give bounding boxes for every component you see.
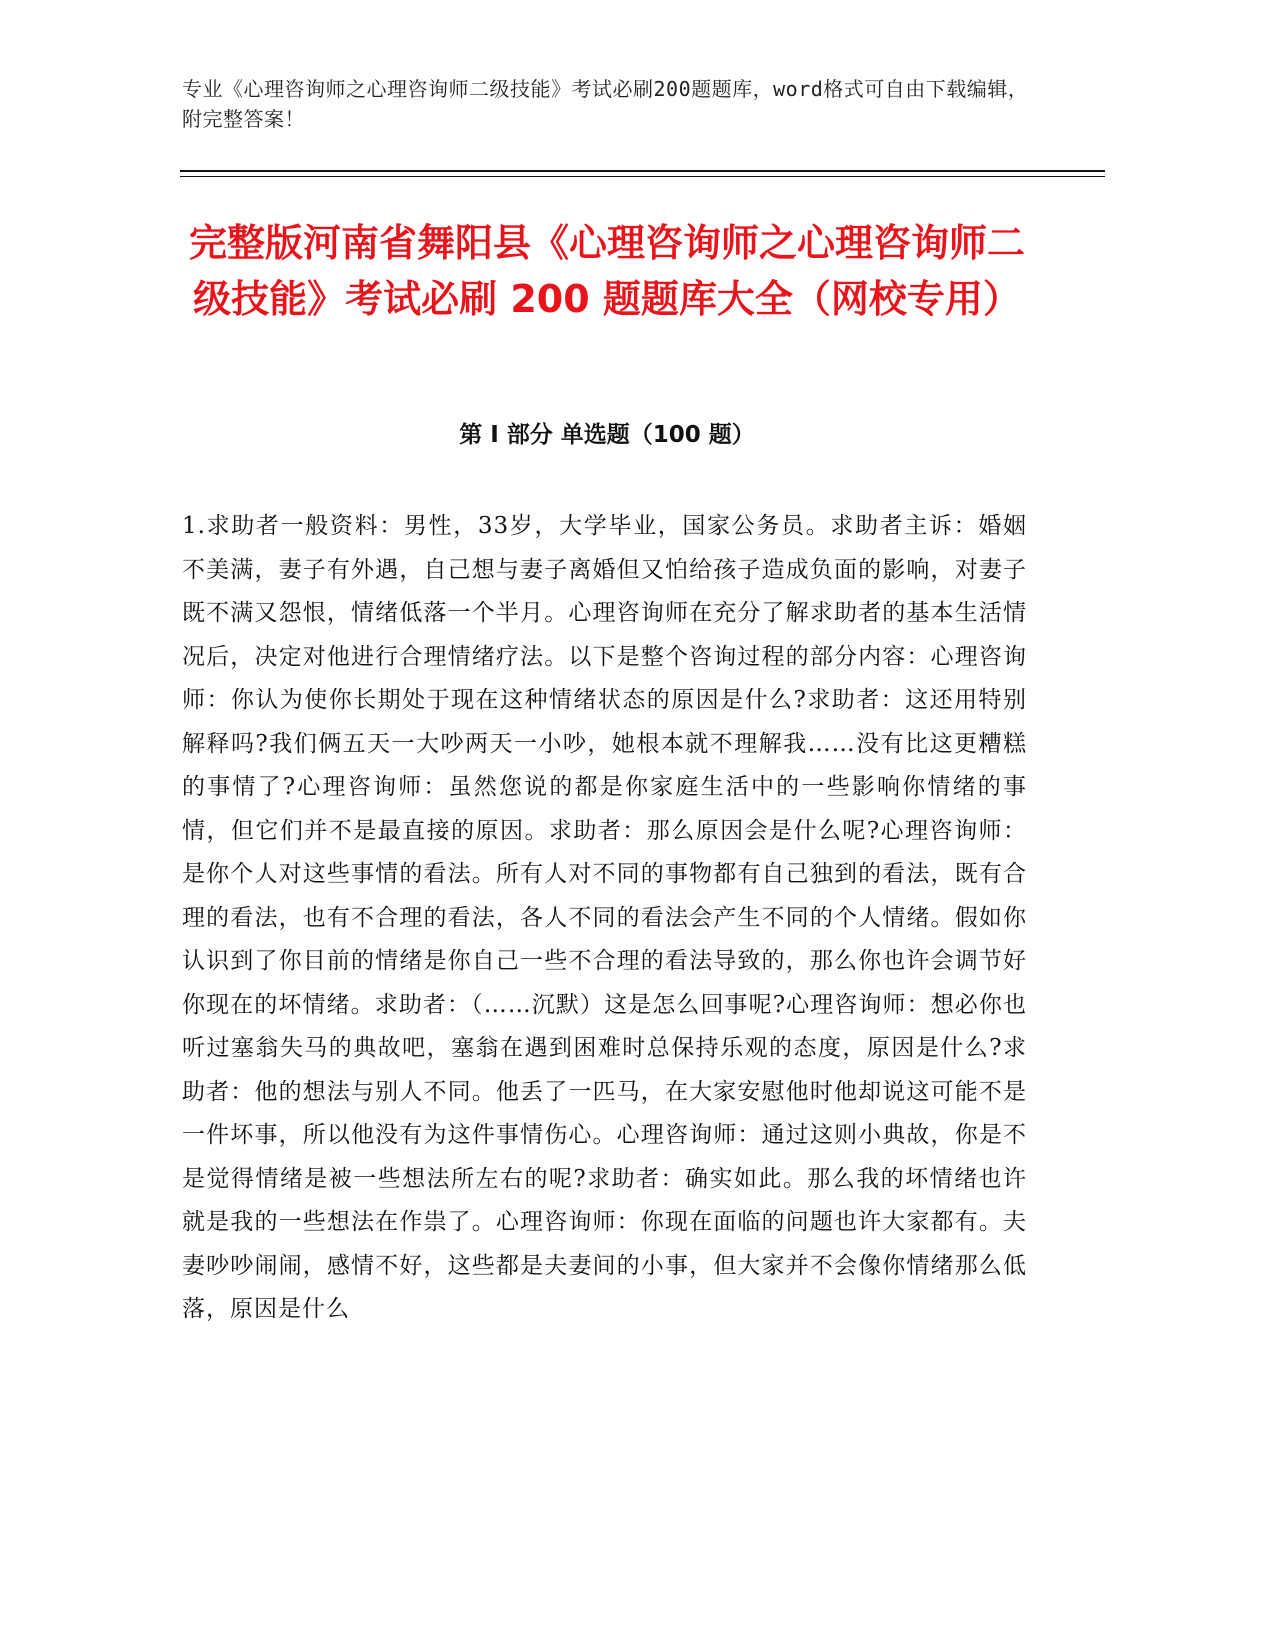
section-heading: 第 I 部分 单选题（100 题） [459, 422, 755, 448]
header-note: 专业《心理咨询师之心理咨询师二级技能》考试必刷200题题库，word格式可自由下载编辑，附完整答案！ [182, 77, 1029, 131]
question-text: 1.求助者一般资料：男性，33岁，大学毕业，国家公务员。求助者主诉：婚姻不美满，妻子有外遇，自己想与妻子离婚但又怕给孩子造成负面的影响，对妻子既不满又怨恨，情绪低落一个半月。心理咨询师在充分了解求助者的基本生活情况后，决定对他进行合理情绪疗法。以下是整个咨询过程的部分内容：心理咨询师：你认为使你长期处于现在这种情绪状态的原因是什么?求助者：这还用特别解释吗?我们俩五天一大吵两天一小吵，她根本就不理解我……没有比这更糟糕的事情了?心理咨询师：虽然您说的都是你家庭生活中的一些影响你情绪的事情，但它们并不是最直接的原因。求助者：那么原因会是什么呢?心理咨询师：是你个人对这些事情的看法。所有人对不同的事物都有自己独到的看法，既有合理的看法，也有不合理的看法，各人不同的看法会产生不同的个人情绪。假如你认识到了你目前的情绪是你自己一些不合理的看法导致的，那么你也许会调节好你现在的坏情绪。求助者：（……沉默）这是怎么回事呢?心理咨询师：想必你也听过塞翁失马的典故吧，塞翁在遇到困难时总保持乐观的态度，原因是什么?求助者：他的想法与别人不同。他丢了一匹马，在大家安慰他时他却说这可能不是一件坏事，所以他没有为这件事情伤心。心理咨询师：通过这则小典故，你是不是觉得情绪是被一些想法所左右的呢?求助者：确实如此。那么我的坏情绪也许就是我的一些想法在作祟了。心理咨询师：你现在面临的问题也许大家都有。夫妻吵吵闹闹，感情不好，这些都是夫妻间的小事，但大家并不会像你情绪那么低落，原因是什么 [182, 513, 1027, 1322]
header-divider-thin [180, 176, 1105, 177]
header-divider-thick [180, 170, 1105, 172]
document-title: 完整版河南省舞阳县《心理咨询师之心理咨询师二级技能》考试必刷 200 题题库大全（网校专用） [188, 221, 1025, 321]
